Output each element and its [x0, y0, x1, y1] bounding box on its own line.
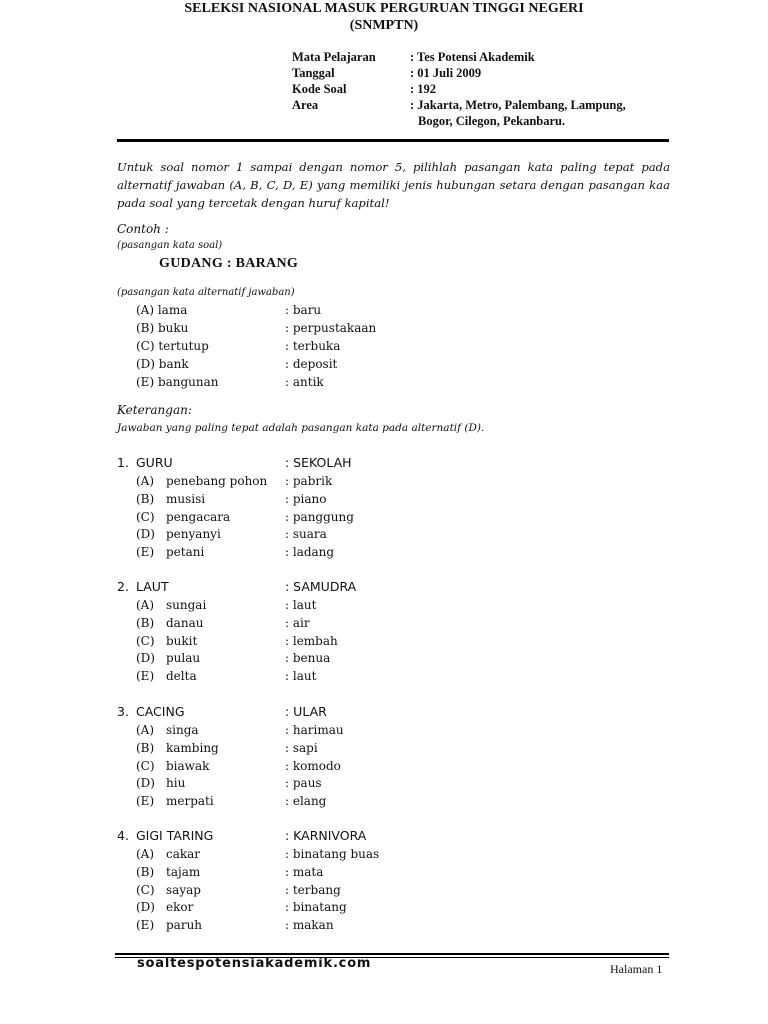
option-left: ekor [166, 900, 194, 915]
option-left: penebang pohon [166, 474, 268, 488]
option-letter: (B) [136, 615, 155, 630]
option-right: : sapi [285, 740, 318, 755]
option-right: : antik [285, 375, 324, 389]
option-left: tajam [166, 864, 201, 879]
option-right: : baru [285, 303, 322, 317]
question-left-word: LAUT [136, 579, 169, 594]
footer-website: soaltespotensiakademik.com [137, 956, 372, 971]
option-right: : terbang [285, 882, 341, 897]
option-letter: (C) [136, 509, 155, 524]
option-letter: (A) [136, 598, 155, 612]
option-right: : panggung [285, 509, 354, 524]
title-line-2: (SNMPTN) [349, 18, 419, 33]
document-title [0, 0, 768, 34]
option-letter: (D) [136, 651, 155, 666]
option-left: paruh [166, 918, 203, 933]
option-left: delta [166, 669, 197, 684]
option-letter: (D) [136, 776, 155, 791]
option-right: : suara [285, 527, 327, 542]
info-value: : 192 [410, 82, 437, 96]
option-left: pulau [166, 651, 201, 666]
option-letter: (B) [136, 864, 155, 879]
option-left: petani [166, 545, 205, 560]
question-right-word: : KARNIVORA [285, 828, 367, 843]
explanation-body: Jawaban yang paling tepat adalah pasangan kata pada alternatif (D). [117, 422, 485, 434]
example-label: Contoh : [117, 222, 169, 236]
option-left: (E) bangunan [136, 375, 219, 389]
question-left-word: GIGI TARING [136, 828, 214, 843]
option-letter: (A) [136, 723, 155, 737]
option-letter: (D) [136, 527, 155, 542]
example-pair: GUDANG : BARANG [159, 256, 299, 271]
question-number: 2. [117, 579, 129, 594]
option-right: : mata [285, 864, 324, 879]
example-pair-label: (pasangan kata soal) [117, 240, 223, 251]
info-value: : Jakarta, Metro, Palembang, Lampung, [410, 98, 626, 112]
option-letter: (C) [136, 633, 155, 648]
option-right: : elang [285, 794, 327, 809]
option-right: : laut [285, 598, 317, 612]
option-letter: (D) [136, 900, 155, 915]
option-letter: (C) [136, 758, 155, 773]
title-line-1: SELEKSI NASIONAL MASUK PERGURUAN TINGGI NEGERI [184, 1, 584, 16]
option-left: pengacara [166, 509, 231, 524]
option-left: musisi [166, 491, 206, 506]
question-right-word: : SEKOLAH [285, 455, 352, 470]
header-divider [117, 139, 669, 142]
option-letter: (B) [136, 740, 155, 755]
info-label: Tanggal [292, 66, 335, 80]
option-letter: (E) [136, 669, 155, 684]
option-left: sungai [166, 598, 207, 612]
option-left: singa [166, 723, 199, 737]
info-row-code [292, 81, 650, 97]
question-left-word: GURU [136, 455, 173, 470]
option-letter: (B) [136, 491, 155, 506]
option-right: : perpustakaan [285, 321, 377, 335]
question-right-word: : ULAR [285, 704, 327, 719]
option-letter: (E) [136, 918, 155, 933]
info-label: Kode Soal [292, 82, 347, 96]
option-letter: (A) [136, 847, 155, 861]
info-label: Area [292, 98, 319, 112]
option-left: (D) bank [136, 357, 189, 371]
option-left: cakar [166, 847, 201, 861]
info-row-subject [292, 49, 650, 65]
option-right: : paus [285, 776, 322, 791]
option-left: bukit [166, 633, 198, 648]
info-row-area [292, 97, 650, 113]
option-letter: (E) [136, 545, 155, 560]
option-letter: (A) [136, 474, 155, 488]
option-left: sayap [166, 882, 201, 897]
option-left: hiu [166, 776, 186, 791]
option-left: kambing [166, 740, 219, 755]
option-letter: (C) [136, 882, 155, 897]
info-label: Mata Pelajaran [292, 50, 376, 64]
option-right: : air [285, 615, 310, 630]
option-right: : binatang buas [285, 847, 380, 861]
option-left: danau [166, 615, 204, 630]
option-left: (A) lama [136, 303, 188, 317]
option-right: : benua [285, 651, 331, 666]
option-left: biawak [166, 758, 210, 773]
question-number: 3. [117, 704, 129, 719]
option-right: : piano [285, 491, 327, 506]
option-right: : harimau [285, 723, 344, 737]
question-right-word: : SAMUDRA [285, 579, 357, 594]
option-right: : lembah [285, 633, 338, 648]
option-right: : komodo [285, 758, 341, 773]
option-left: (C) tertutup [136, 339, 209, 353]
info-value: : Tes Potensi Akademik [410, 50, 535, 64]
option-left: merpati [166, 794, 214, 809]
option-right: : ladang [285, 545, 335, 560]
option-letter: (E) [136, 794, 155, 809]
footer-divider [115, 953, 669, 955]
info-row-date [292, 65, 650, 81]
question-number: 1. [117, 455, 129, 470]
option-right: : binatang [285, 900, 347, 915]
option-left: penyanyi [166, 527, 221, 542]
option-right: : pabrik [285, 474, 333, 488]
option-right: : laut [285, 669, 317, 684]
question-left-word: CACING [136, 704, 185, 719]
explanation-label: Keterangan: [117, 403, 192, 417]
option-right: : deposit [285, 357, 338, 371]
example-alt-label: (pasangan kata alternatif jawaban) [117, 287, 295, 298]
option-left: (B) buku [136, 321, 189, 335]
info-area-continuation: Bogor, Cilegon, Pekanbaru. [418, 114, 566, 128]
option-right: : makan [285, 918, 334, 933]
page-number: Halaman 1 [610, 962, 663, 976]
option-right: : terbuka [285, 339, 341, 353]
exam-info [292, 49, 650, 129]
question-number: 4. [117, 828, 129, 843]
instructions: Untuk soal nomor 1 sampai dengan nomor 5, pilihlah pasangan kata paling tepat pada alternatif jawaban (A, B, C, D, E) yang memiliki jenis hubungan setara dengan pasangan kaa pada soal yang tercetak dengan huruf kapital! [117, 160, 670, 210]
info-value: : 01 Juli 2009 [410, 66, 482, 80]
